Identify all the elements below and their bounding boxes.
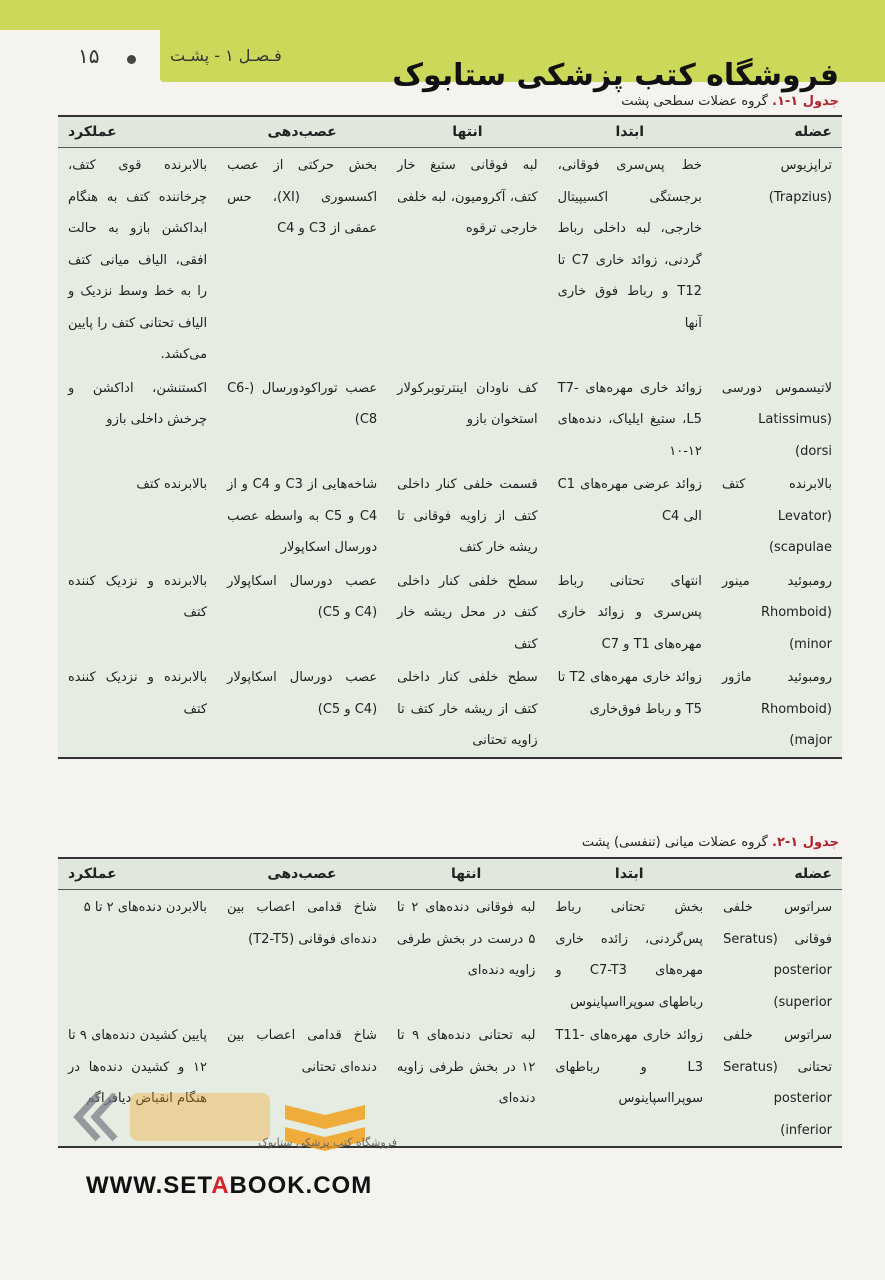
page-number: ۱۵ [78,44,100,68]
table1-caption [621,94,839,109]
table2-caption-text: گروه عضلات میانی (تنفسی) پشت [581,835,768,850]
table1-caption-text: گروه عضلات سطحی پشت [621,94,768,109]
action-cell: بالابردن دنده‌های ۲ تا ۵ [83,900,207,915]
table2-caption [582,835,839,850]
table-row [58,467,842,564]
nerve-cell: شاخ قدامی اعصاب بین دنده‌ای فوقانی (T2-T5) [226,900,377,947]
muscle-cell: سراتوس خلفی فوقانی (Seratus posterior superior) [723,900,832,1010]
logo-wordmark-backdrop [130,1093,270,1141]
table1-header-insertion: انتها [387,116,547,148]
table1-caption-number: جدول ۱-۱. [772,94,839,109]
table1-header-row [58,116,842,148]
watermark-url-accent: A [211,1172,230,1199]
muscle-cell: سراتوس خلفی تحتانی (Seratus posterior inferior) [713,1018,842,1147]
action-cell: بالابرنده قوی کتف، چرخاننده کتف به هنگام ابداکشن بازو به حالت افقی، الیاف میانی کتف را به خط وسط نزدیک و الیاف تحتانی کتف را پایین می‌کشد. [68,158,208,362]
muscle-cell: رومبوئید مینور (Rhomboid minor) [721,573,832,652]
watermark-url-part: BOOK.COM [229,1172,373,1199]
insertion-cell: سطح خلفی کنار داخلی کتف از ریشه خار کتف تا زاویه تحتانی [387,660,547,758]
top-color-band [0,0,885,30]
table2-header-insertion: انتها [387,858,546,890]
muscle-cell: بالابرنده کتف (Levator scapulae) [721,477,832,555]
muscle-cell: رومبوئید ماژور (Rhomboid major) [712,660,842,758]
insertion-cell: لبه فوقانی دنده‌های ۲ تا ۵ درست در بخش طرفی زاویه دنده‌ای [396,900,536,978]
table-row [58,564,842,661]
table1-header-origin: ابتدا [548,116,712,148]
table1 [58,115,842,759]
table1-header-muscle: عضله [712,116,842,148]
watermark-shop-name: فروشگاه کتب پزشکی ستابوک [258,1136,397,1149]
insertion-cell: قسمت خلفی کنار داخلی کتف از زاویه فوقانی تا ریشه خار کتف [397,477,538,555]
action-cell: پایین کشیدن دنده‌های ۹ تا ۱۲ و کشیدن دنده‌ها در هنگام انقباض دیافراگم [58,1018,217,1147]
origin-cell: زوائد خاری مهره‌های T11-L3 و رباطهای سوپرااسپاینوس [545,1018,713,1147]
table2-header-action: عملکرد [58,858,217,890]
shop-title: فروشگاه کتب پزشکی ستابوک [392,58,839,93]
origin-cell: خط پس‌سری فوقانی، برجستگی اکسیپیتال خارجی، لبه داخلی رباط گردنی، زوائد خاری C7 تا T12 و رباط فوق خاری آنها [557,158,702,331]
table-row [58,371,842,468]
action-cell: اکستنشن، اداکشن و چرخش داخلی بازو [68,380,208,427]
table1-header-action: عملکرد [58,116,217,148]
table1-header-nerve: عصب‌دهی [217,116,387,148]
origin-cell: زوائد عرضی مهره‌های C1 الی C4 [557,477,702,524]
action-cell: بالابرنده و نزدیک کننده کتف [68,573,208,620]
header-dot [127,55,136,64]
insertion-cell: سطح خلفی کنار داخلی کتف در محل ریشه خار کتف [397,573,538,652]
insertion-cell: لبه فوقانی ستیغ خار کتف، آکرومیون، لبه خلفی خارجی ترقوه [397,158,538,236]
nerve-cell: عصب توراکودورسال (C6-C8) [227,380,378,427]
action-cell: بالابرنده و نزدیک کننده کتف [58,660,217,758]
table2-header-nerve: عصب‌دهی [217,858,387,890]
origin-cell: بخش تحتانی رباط پس‌گردنی، زائده خاری مهره‌های C7-T3 و رباطهای سوپرااسپاینوس [555,900,704,1010]
action-cell: بالابرنده کتف [136,477,208,492]
watermark-url [86,1172,372,1200]
origin-cell: زوائد خاری مهره‌های T2 تا T5 و رباط فوق‌خاری [548,660,712,758]
origin-cell: انتهای تحتانی رباط پس‌سری و زوائد خاری مهره‌های T1 و C7 [557,573,702,652]
muscle-cell: ترا‌پزیوس (Trapzius) [768,158,832,205]
nerve-cell: عصب دورسال اسکاپولار (C4 و C5) [217,660,387,758]
muscle-cell: لاتیسموس دورسی (Latissimus dorsi) [721,380,832,459]
table2-caption-number: جدول ۱-۲. [772,835,839,850]
table-row [58,890,842,1019]
nerve-cell: شاخه‌هایی از C3 و C4 و از C4 و C5 به واسطه عصب دورسال اسکاپولار [227,477,378,555]
nerve-cell: شاخ قدامی اعصاب بین دنده‌ای تحتانی [217,1018,387,1147]
chevron-arrows-icon [78,1095,115,1139]
table2-header-origin: ابتدا [545,858,713,890]
insertion-cell: لبه تحتانی دنده‌های ۹ تا ۱۲ در بخش طرفی زاویه دنده‌ای [387,1018,546,1147]
chapter-title: فـصـل ۱ - پشـت [170,46,282,65]
watermark-url-part: WWW.SET [86,1172,212,1199]
origin-cell: زوائد خاری مهره‌های T7-L5، ستیغ ایلیاک، دنده‌های ۱۲-۱۰ [557,380,702,459]
nerve-cell: بخش حرکتی از عصب اکسسوری (XI)، حس عمقی از C3 و C4 [227,158,378,236]
table-row [58,660,842,758]
nerve-cell: عصب دورسال اسکاپولار (C4 و C5) [227,573,378,620]
insertion-cell: کف ناودان اینترتوبرکولار استخوان بازو [397,380,538,427]
table2-header-muscle: عضله [713,858,842,890]
table2-header-row [58,858,842,890]
table-row [58,148,842,371]
